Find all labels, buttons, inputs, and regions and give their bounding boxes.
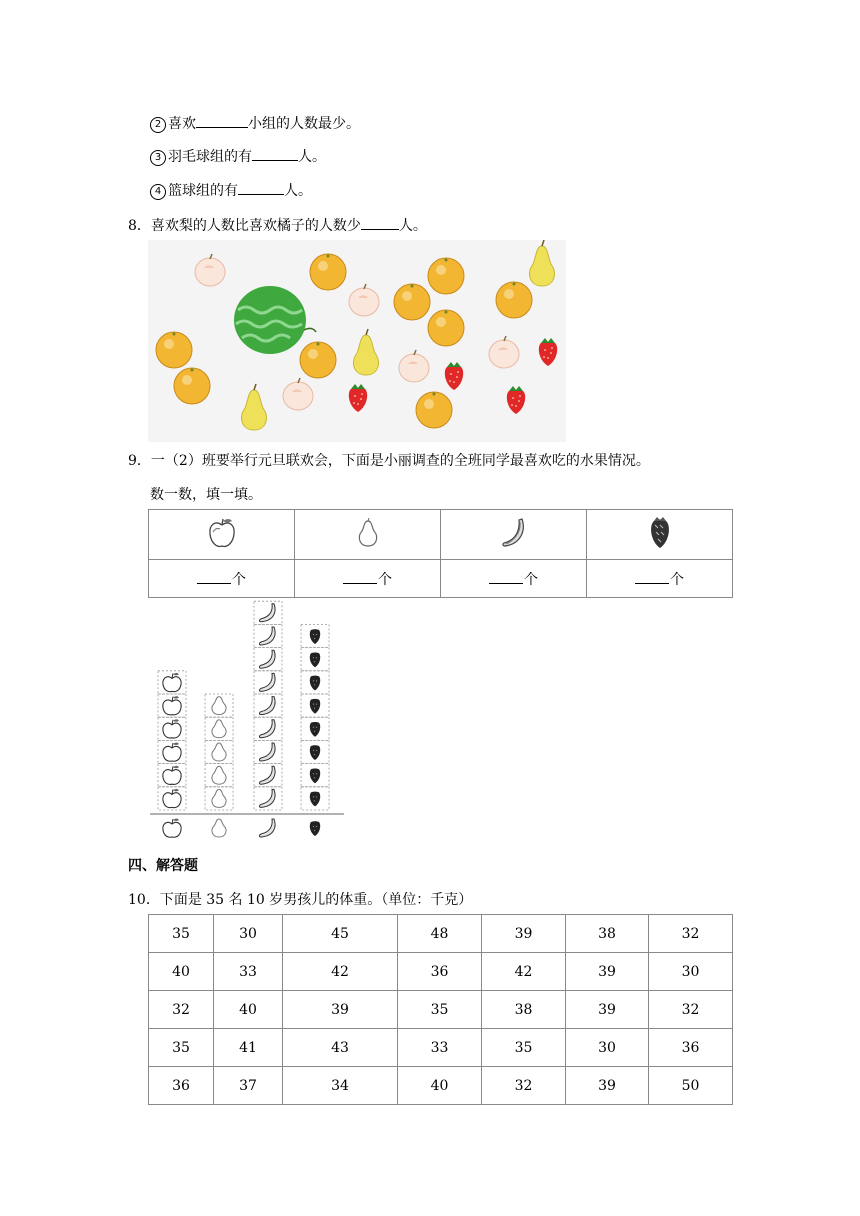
weight-cell: 38 [566, 915, 649, 953]
q9-text: 9．一（2）班要举行元旦联欢会，下面是小丽调查的全班同学最喜欢吃的水果情况。 [128, 453, 650, 469]
weight-cell: 35 [149, 915, 214, 953]
strawberry-icon [310, 745, 320, 760]
q9-instruction: 数一数，填一填。 [150, 487, 262, 503]
pear-icon [212, 819, 226, 837]
weight-cell: 39 [566, 1067, 649, 1105]
orange-icon [174, 368, 210, 404]
strawberry-icon [310, 768, 320, 783]
pictograph-cell [158, 717, 186, 740]
weight-cell: 45 [283, 915, 398, 953]
strawberry-icon [349, 384, 367, 412]
pear-icon [212, 789, 226, 807]
weight-cell: 30 [566, 1029, 649, 1067]
orange-icon [300, 342, 336, 378]
table-row [149, 1067, 733, 1105]
weight-cell: 39 [283, 991, 398, 1029]
pictograph-cell [158, 694, 186, 717]
pictograph-cell [254, 787, 282, 810]
answer-blank[interactable] [238, 180, 284, 195]
pictograph-cell [254, 740, 282, 763]
weight-cell: 35 [149, 1029, 214, 1067]
weight-cell: 32 [482, 1067, 566, 1105]
pictograph-cell [254, 624, 282, 647]
pear-icon [354, 329, 379, 375]
orange-icon [496, 282, 532, 318]
apple-icon [207, 516, 237, 550]
weight-cell: 30 [214, 915, 283, 953]
weight-cell: 38 [482, 991, 566, 1029]
table-row [149, 915, 733, 953]
q10-text: 10．下面是 35 名 10 岁男孩儿的体重。（单位：千克） [128, 892, 473, 908]
orange-icon [428, 258, 464, 294]
q7-item-3: 3 羽毛球组的有 人。 [150, 146, 326, 166]
orange-icon [416, 392, 452, 428]
fruit-scene-image [148, 240, 566, 442]
weight-cell: 32 [649, 915, 733, 953]
pictograph-columns [158, 601, 329, 810]
weight-cell: 40 [214, 991, 283, 1029]
pear-icon [355, 517, 381, 549]
fruit-pictograph [148, 600, 344, 844]
orange-icon [394, 284, 430, 320]
fruit-count-table [148, 509, 733, 598]
weight-table [148, 914, 733, 1105]
banana-icon [499, 516, 529, 550]
weight-cell: 35 [482, 1029, 566, 1067]
strawberry-icon [310, 676, 320, 691]
circle-number: 2 [150, 117, 166, 133]
banana-icon [260, 819, 276, 837]
weight-cell: 36 [149, 1067, 214, 1105]
weight-cell: 50 [649, 1067, 733, 1105]
watermelon-icon [234, 286, 316, 354]
table-row [149, 1029, 733, 1067]
answer-blank[interactable] [343, 571, 377, 584]
answer-blank[interactable] [197, 571, 231, 584]
weight-cell: 33 [214, 953, 283, 991]
apple-icon [163, 743, 181, 762]
pictograph-cell [205, 787, 233, 810]
strawberry-icon [539, 338, 557, 366]
q8-text: 8．喜欢梨的人数比喜欢橘子的人数少 人。 [128, 215, 427, 235]
orange-icon [428, 310, 464, 346]
weight-cell: 42 [283, 953, 398, 991]
pear-icon [242, 384, 267, 430]
pear-cell [295, 510, 441, 560]
banana-icon [260, 743, 276, 761]
banana-icon [260, 604, 276, 622]
strawberry-icon [445, 362, 463, 390]
apple-icon [163, 789, 181, 808]
pictograph-cell [254, 694, 282, 717]
answer-blank[interactable] [196, 113, 248, 128]
pear-icon [212, 766, 226, 784]
pear-count-cell: 个 [295, 560, 441, 598]
pear-icon [212, 743, 226, 761]
circle-number: 3 [150, 150, 166, 166]
apple-icon [163, 696, 181, 715]
orange-icon [310, 254, 346, 290]
apple-icon [399, 350, 429, 382]
answer-blank[interactable] [635, 571, 669, 584]
circle-number: 4 [150, 184, 166, 200]
pictograph-cell [254, 648, 282, 671]
pictograph-cell [205, 717, 233, 740]
answer-blank[interactable] [361, 215, 399, 230]
apple-count-cell: 个 [149, 560, 295, 598]
pictograph-cell [158, 740, 186, 763]
weight-cell: 30 [649, 953, 733, 991]
weight-cell: 36 [649, 1029, 733, 1067]
weight-cell: 48 [398, 915, 482, 953]
strawberry-icon [647, 515, 673, 551]
weight-cell: 34 [283, 1067, 398, 1105]
table-row [149, 953, 733, 991]
pictograph-cell [254, 764, 282, 787]
weight-cell: 39 [566, 991, 649, 1029]
weight-cell: 39 [482, 915, 566, 953]
apple-icon [163, 719, 181, 738]
banana-cell [441, 510, 587, 560]
weight-cell: 40 [149, 953, 214, 991]
banana-icon [260, 720, 276, 738]
pear-icon [530, 240, 555, 286]
pictograph-cell [254, 717, 282, 740]
apple-icon [283, 378, 313, 410]
pear-icon [212, 720, 226, 738]
strawberry-cell [587, 510, 733, 560]
banana-icon [260, 789, 276, 807]
banana-icon [260, 697, 276, 715]
pictograph-cell [158, 787, 186, 810]
table-row [149, 991, 733, 1029]
banana-count-cell: 个 [441, 560, 587, 598]
pictograph-cell [205, 694, 233, 717]
banana-icon [260, 627, 276, 645]
q7-item-4: 4 篮球组的有 人。 [150, 180, 312, 200]
answer-blank[interactable] [489, 571, 523, 584]
banana-icon [260, 673, 276, 691]
weight-cell: 41 [214, 1029, 283, 1067]
weight-cell: 33 [398, 1029, 482, 1067]
weight-cell: 40 [398, 1067, 482, 1105]
pictograph-cell [158, 671, 186, 694]
strawberry-count-cell: 个 [587, 560, 733, 598]
pictograph-cell [158, 764, 186, 787]
apple-icon [489, 336, 519, 368]
strawberry-icon [310, 652, 320, 667]
apple-cell [149, 510, 295, 560]
q7-item-2: 2 喜欢 小组的人数最少。 [150, 113, 360, 133]
weight-cell: 32 [149, 991, 214, 1029]
apple-icon [163, 673, 181, 692]
weight-cell: 37 [214, 1067, 283, 1105]
pictograph-cell [205, 764, 233, 787]
weight-cell: 39 [566, 953, 649, 991]
weight-cell: 36 [398, 953, 482, 991]
strawberry-icon [507, 386, 525, 414]
pear-icon [212, 697, 226, 715]
apple-icon [163, 819, 181, 838]
pictograph-cell [254, 671, 282, 694]
strawberry-icon [310, 629, 320, 644]
apple-icon [163, 766, 181, 785]
apple-icon [195, 254, 225, 286]
strawberry-icon [310, 722, 320, 737]
pictograph-cell [205, 740, 233, 763]
weight-cell: 35 [398, 991, 482, 1029]
answer-blank[interactable] [252, 146, 298, 161]
weight-cell: 32 [649, 991, 733, 1029]
strawberry-icon [310, 792, 320, 807]
weight-cell: 42 [482, 953, 566, 991]
strawberry-icon [310, 821, 320, 836]
pictograph-cell [254, 601, 282, 624]
banana-icon [260, 766, 276, 784]
weight-cell: 43 [283, 1029, 398, 1067]
section-title: 四、解答题 [128, 858, 198, 874]
orange-icon [156, 332, 192, 368]
apple-icon [349, 284, 379, 316]
banana-icon [260, 650, 276, 668]
strawberry-icon [310, 699, 320, 714]
